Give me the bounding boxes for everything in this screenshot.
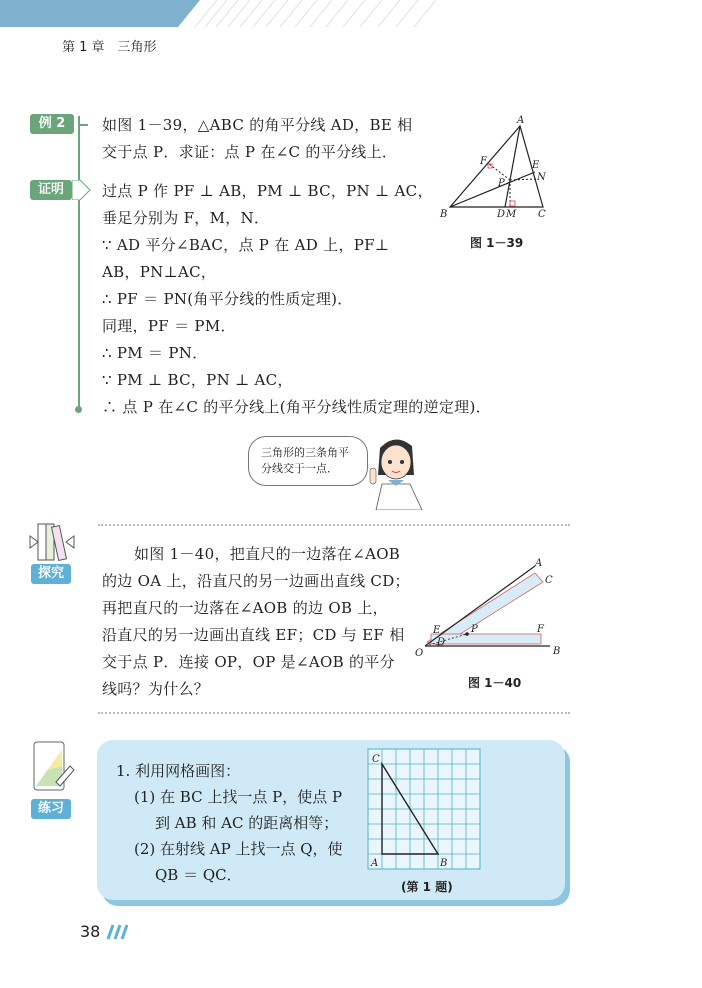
svg-text:P: P (471, 624, 478, 635)
proof-tag: 证明 (30, 180, 72, 200)
proof-line: ∵ AD 平分∠BAC，点 P 在 AD 上，PF⊥ (102, 236, 390, 254)
proof-line: 同理，PF ＝ PM． (102, 317, 236, 335)
svg-text:B: B (440, 209, 448, 220)
explore-tag: 探究 (31, 564, 71, 584)
proof-line: 垂足分别为 F，M，N． (102, 209, 270, 227)
example-tag: 例 2 (30, 114, 74, 134)
svg-text:B: B (553, 646, 561, 657)
svg-text:C: C (538, 209, 546, 220)
svg-text:E: E (433, 625, 441, 636)
practice-icon (28, 736, 76, 794)
page-slashes (104, 924, 128, 940)
proof-line: ∴ 点 P 在∠C 的平分线上(角平分线性质定理的逆定理)． (102, 398, 491, 416)
proof-line: ∴ PF ＝ PN(角平分线的性质定理)． (102, 290, 353, 308)
svg-text:P: P (498, 178, 505, 189)
svg-text:O: O (415, 648, 424, 659)
page-number: 38 (80, 922, 101, 941)
proof-arrow (72, 180, 92, 200)
proof-line: ∴ PM ＝ PN． (102, 344, 208, 362)
exercise-tag: 练习 (31, 799, 71, 819)
svg-text:C: C (545, 575, 553, 586)
svg-text:C: C (372, 754, 380, 765)
svg-text:B: B (440, 858, 448, 869)
problem-line: 如图 1－39，△ABC 的角平分线 AD，BE 相 (102, 116, 413, 134)
svg-text:F: F (537, 624, 544, 635)
books-icon (28, 520, 76, 564)
svg-text:A: A (371, 858, 379, 869)
svg-text:N: N (537, 172, 546, 183)
svg-text:M: M (506, 209, 517, 220)
rule-tick (78, 124, 88, 126)
proof-line: ∵ PM ⊥ BC，PN ⊥ AC， (102, 371, 293, 389)
divider (98, 712, 570, 714)
exercise-line: (1) 在 BC 上找一点 P，使点 P (134, 788, 343, 806)
proof-line: 过点 P 作 PF ⊥ AB，PM ⊥ BC，PN ⊥ AC， (102, 182, 433, 200)
speech-bubble (248, 436, 368, 486)
figure-1-39 (435, 112, 565, 222)
exercise-line: 到 AB 和 AC 的距离相等； (155, 814, 339, 832)
figure-caption: (第 1 题) (401, 880, 453, 894)
svg-text:A: A (517, 115, 525, 126)
header-band (0, 0, 702, 30)
explore-line: 交于点 P．连接 OP，OP 是∠AOB 的平分 (102, 653, 395, 671)
proof-line: AB，PN⊥AC， (102, 263, 217, 281)
explore-line: 线吗？为什么？ (102, 680, 210, 698)
figure-caption: 图 1－39 (470, 236, 524, 250)
figure-caption: 图 1－40 (468, 676, 522, 690)
rule-dot (75, 406, 82, 413)
svg-text:D: D (497, 209, 506, 220)
figure-1-40 (415, 556, 565, 666)
exercise-line: (2) 在射线 AP 上找一点 Q，使 (134, 840, 343, 858)
speech-text: 三角形的三条角平 分线交于一点． (261, 446, 349, 475)
explore-line: 如图 1－40，把直尺的一边落在∠AOB (134, 545, 401, 563)
chapter-title: 第 1 章 三角形 (62, 40, 157, 55)
exercise-line: 1. 利用网格画图： (116, 762, 241, 780)
svg-text:A: A (535, 558, 543, 569)
explore-line: 的边 OA 上，沿直尺的另一边画出直线 CD； (102, 572, 410, 590)
girl-illustration (360, 430, 430, 510)
problem-line: 交于点 P．求证：点 P 在∠C 的平分线上． (102, 143, 398, 161)
exercise-line: QB ＝ QC． (155, 866, 242, 884)
grid-figure (367, 748, 483, 872)
svg-text:D: D (437, 637, 446, 648)
explore-line: 再把直尺的一边落在∠AOB 的边 OB 上， (102, 599, 388, 617)
svg-text:F: F (480, 156, 487, 167)
divider (98, 524, 570, 526)
example-rule (78, 116, 80, 410)
explore-line: 沿直尺的另一边画出直线 EF；CD 与 EF 相 (102, 626, 405, 644)
svg-text:E: E (532, 160, 540, 171)
